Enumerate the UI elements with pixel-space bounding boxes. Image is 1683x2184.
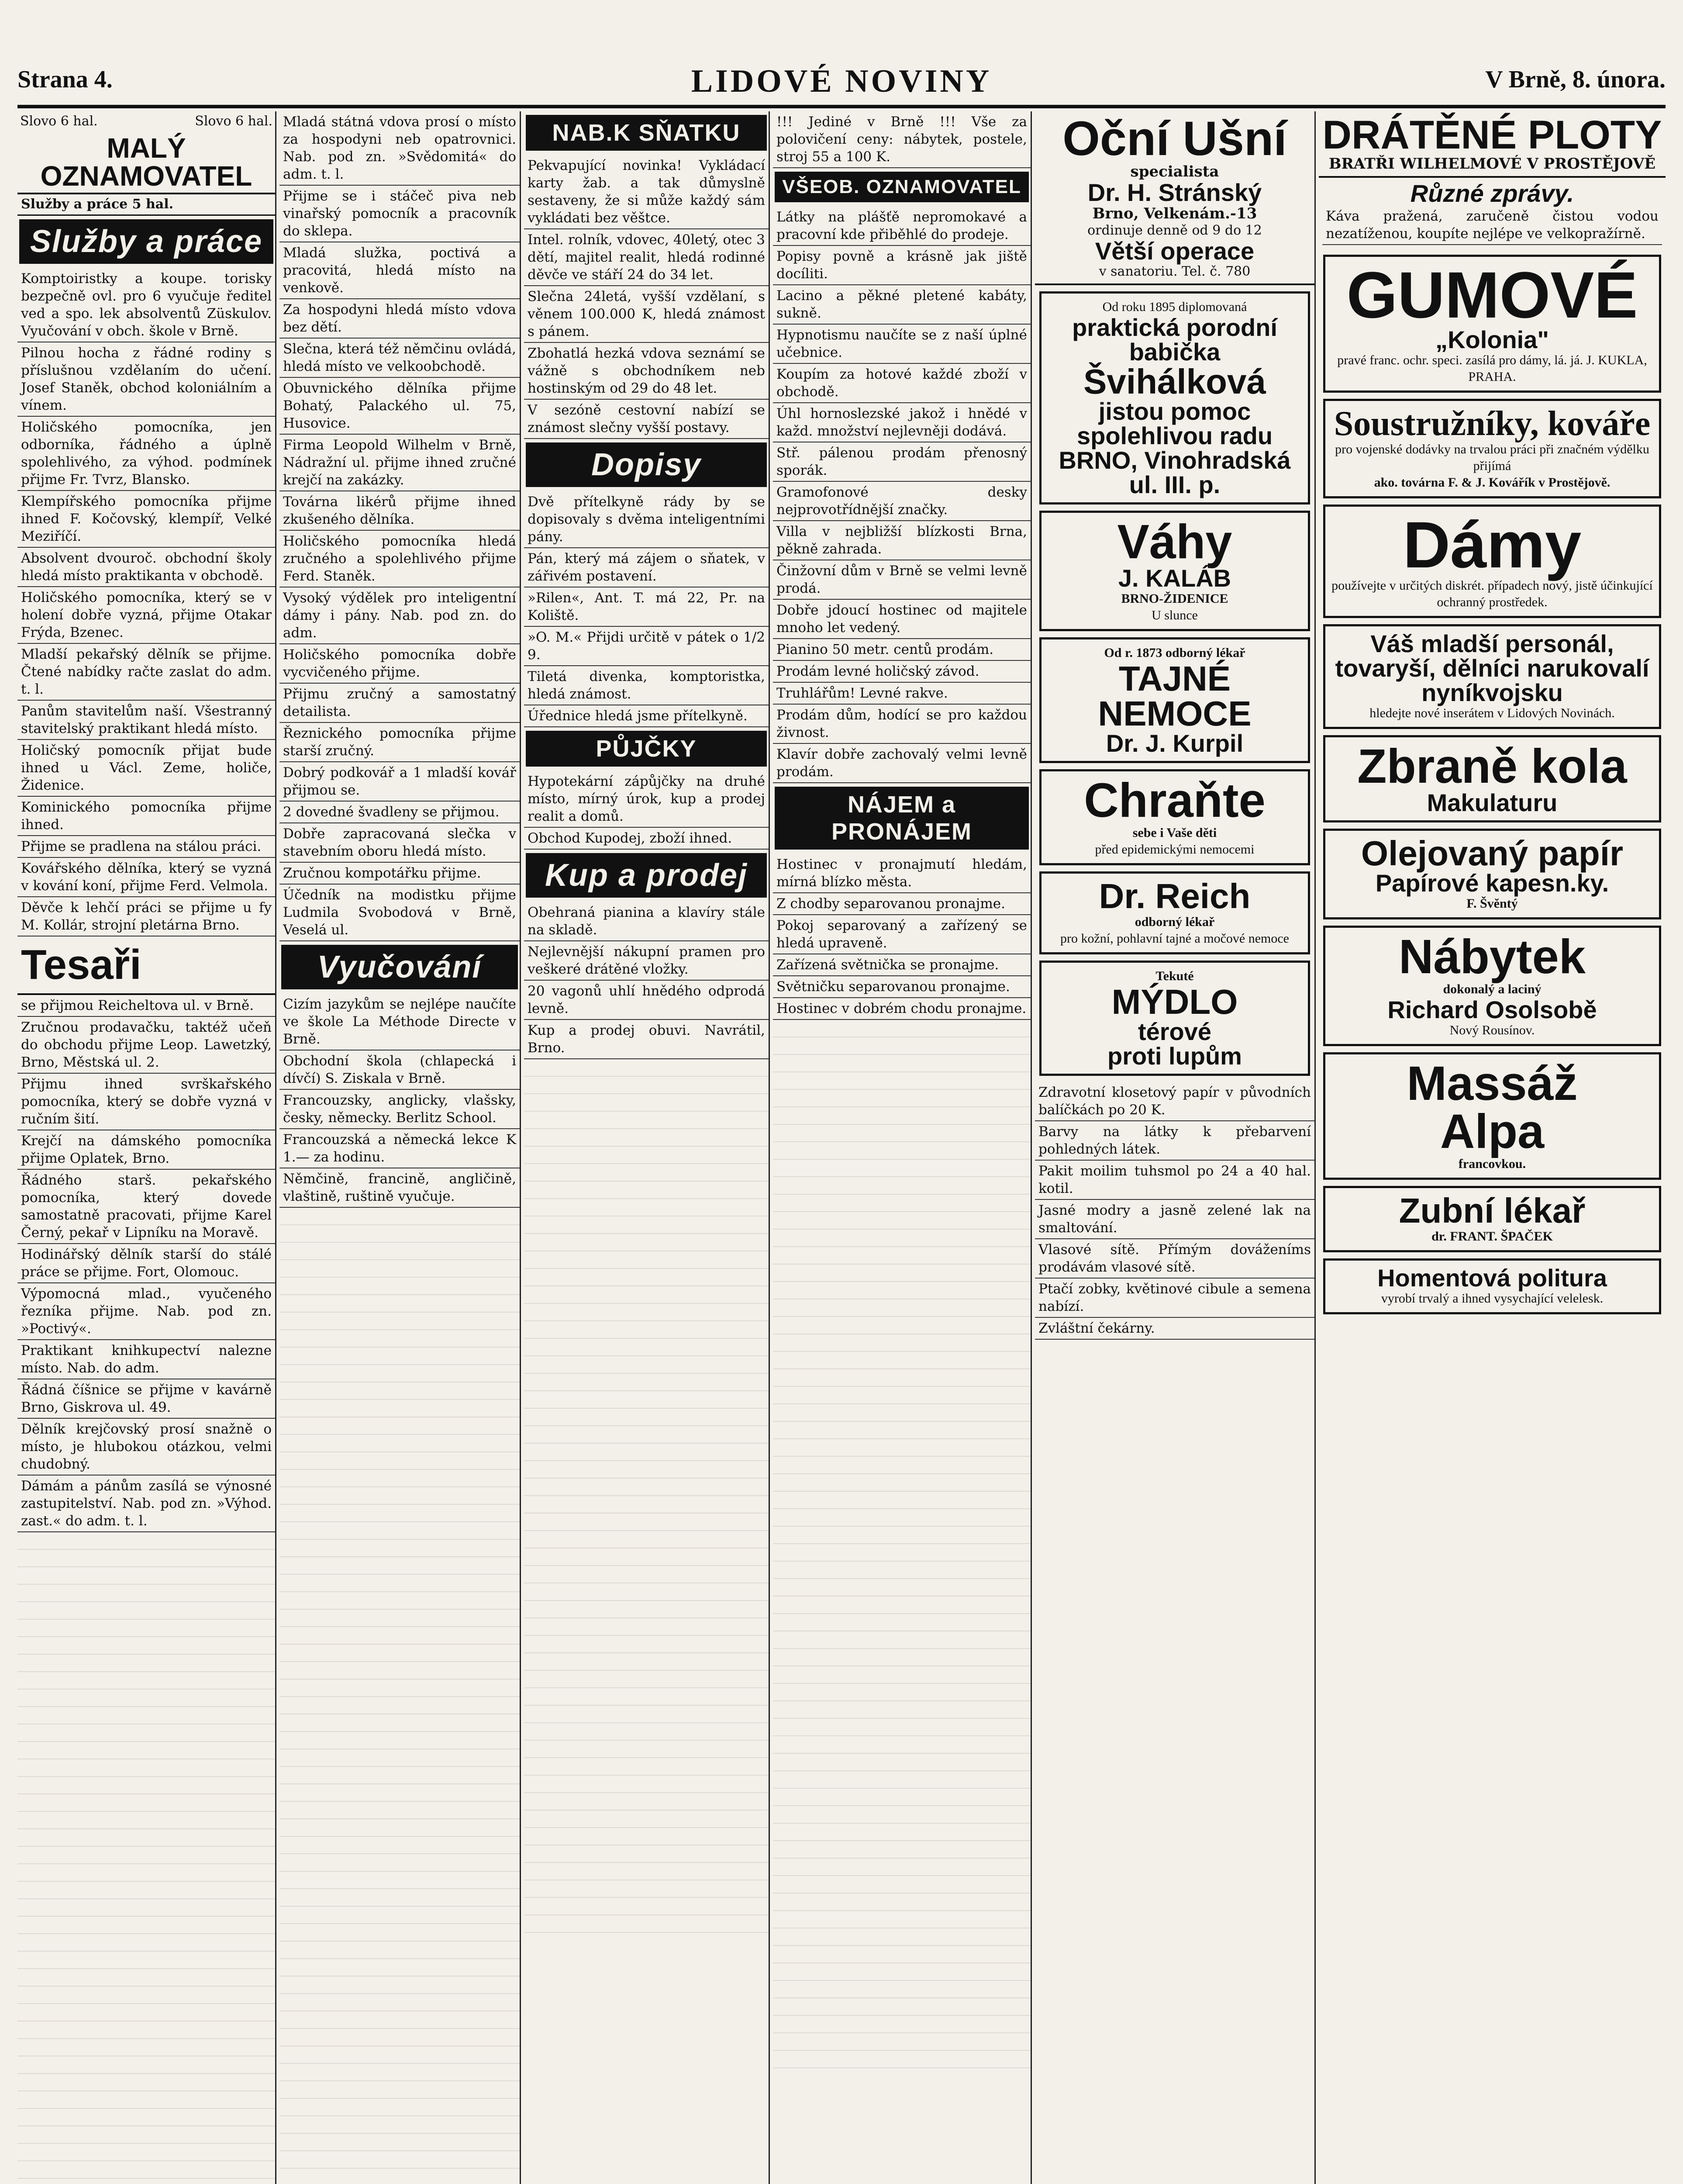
issue-date: V Brně, 8. února. (1485, 66, 1666, 93)
ad: Vysoký výdělek pro inteligentní dámy i pány. Nab. pod zn. do adm. (279, 587, 520, 644)
text-filler (279, 1208, 520, 2169)
ad: Prodám dům, hodící se pro každou živnost. (773, 705, 1031, 744)
ad-sub: odborný lékař (1135, 915, 1215, 929)
ad: Úhl hornoslezské jakož i hnědé v každ. množství nejlevněji dodává. (773, 403, 1031, 442)
ad: Jasné modry a jasně zelené lak na smaltování. (1035, 1200, 1314, 1239)
ad-sub: Papírové kapesn.ky. (1375, 869, 1609, 897)
ad-address: Brno, Velkenám.-13 (1092, 205, 1257, 222)
ad-tel: v sanatoriu. Tel. č. 780 (1099, 264, 1251, 279)
ad: Řádného starš. pekařského pomocníka, který dovede samostatně pracovati, přijme Karel Černý, pekař v Lipníku na Moravě. (17, 1170, 275, 1244)
ad: Holičského pomocníka dobře vycvičeného přijme. (279, 644, 520, 684)
column-3 (524, 111, 770, 2184)
text-filler (773, 1020, 1031, 2068)
ad: Mladší pekařský dělník se přijme. Čtené nabídky račte zaslat do adm. t. l. (17, 644, 275, 701)
ad-title: DRÁTĚNÉ PLOTY (1322, 113, 1662, 157)
ad-sub: specialista (1130, 163, 1219, 180)
ad-dratene-ploty (1319, 111, 1666, 178)
ad-since: Od r. 1873 odborný lékař (1104, 646, 1245, 660)
ad: Zařízená světnička se pronajme. (773, 954, 1031, 976)
ad-title: Různé zprávy. (1410, 180, 1574, 207)
ad: Dělník krejčovský prosí snažně o místo, je hlubokou otázkou, velmi chudobný. (17, 1419, 275, 1476)
ad-city: BRNO, Vinohradská ul. III. p. (1059, 446, 1291, 498)
masthead (17, 63, 1666, 108)
ad: Úřednice hledá jsme přítelkyně. (524, 705, 769, 727)
ad-nabytek (1323, 926, 1661, 1046)
section-snatek: NAB.K SŇATKU (526, 115, 767, 151)
page-number: Strana 4. (17, 66, 113, 93)
text-filler (17, 1532, 275, 2184)
ad-text: Káva pražená, zaručeně čistou vodou nezatíženou, koupíte nejlépe ve velkopražírně. (1322, 206, 1662, 245)
ad: Činžovní dům v Brně se velmi levně prodá. (773, 560, 1031, 600)
ad: Holičský pomocník přijat bude ihned u Václ. Zeme, holiče, Židenice. (17, 740, 275, 797)
ad: Němčině, francině, angličině, vlaštině, ruštině vyučuje. (279, 1168, 520, 1208)
ad: Přijmu zručný a samostatný detailista. (279, 684, 520, 723)
ad-name: dr. FRANT. ŠPAČEK (1431, 1229, 1553, 1244)
ad-text: používejte v určitých diskrét. případech nový, jistě účinkující ochranný prostředek. (1331, 578, 1653, 609)
ad-text: pro vojenské dodávky na trvalou práci při značném výdělku přijímá (1335, 442, 1649, 473)
ad: Hostinec v pronajmutí hledám, mírná blízko města. (773, 854, 1031, 893)
ad: Absolvent dvouroč. obchodní školy hledá místo praktikanta v obchodě. (17, 548, 275, 587)
ad: Hypotekární zápůjčky na druhé místo, mírný úrok, kup a prodej realit a domů. (524, 771, 769, 828)
ad-ocni-usni (1035, 111, 1314, 285)
ad: Popisy povně a krásně jak jiště docíliti. (773, 246, 1031, 285)
text-filler (524, 1059, 769, 1933)
ad: Přijme se i stáčeč piva neb vinařský pomocník a pracovník do sklepa. (279, 186, 520, 242)
ad-title: Váhy (1117, 515, 1232, 569)
ad-ruzne-zpravy (1319, 178, 1666, 249)
ad: Komptoiristky a koupe. torisky bezpečně ovl. pro 6 vyučuje ředitel ved a spo. lek absolventů Züskulov. Vyučování v obch. škole v Brně. (17, 268, 275, 342)
ad-sub: dokonalý a laciný (1443, 982, 1542, 996)
ad: Villa v nejbližší blízkosti Brna, pěkně zahrada. (773, 521, 1031, 560)
ad-text: pravé franc. ochr. speci. zasílá pro dámy, lá. já. J. KUKLA, PRAHA. (1337, 353, 1647, 384)
ad-title: TAJNÉ NEMOCE (1098, 659, 1252, 733)
section-sluzby: Služby a práce (19, 219, 273, 264)
ad: »Rilen«, Ant. T. má 22, Pr. na Koliště. (524, 587, 769, 627)
ad-title: Zubní lékař (1399, 1191, 1586, 1230)
ad: se přijmou Reicheltova ul. v Brně. (17, 995, 275, 1017)
ad-name: Švihálková (1083, 362, 1266, 401)
ad: Holičského pomocníka, jen odborníka, řádného a úplně spolehlivého, za výhod. podmínek přijme Fr. Tvrz, Blansko. (17, 417, 275, 491)
ad: Přijme se pradlena na stálou práci. (17, 836, 275, 858)
ad: Účedník na modistku přijme Ludmila Svobodová v Brně, Veselá ul. (279, 885, 520, 941)
ad: Výpomocná mlad., vyučeného řezníka přijme. Nab. pod zn. »Poctivý«. (17, 1283, 275, 1340)
ad: Holičského pomocníka hledá zručného a spolehlivého přijme Ferd. Staněk. (279, 531, 520, 587)
ad-city: BRNO-ŽIDENICE (1121, 591, 1228, 606)
ad: Světničku separovanou pronajme. (773, 976, 1031, 998)
ad: Pilnou hocha z řádné rodiny s příslušnou vzdělaním do učení. Josef Staněk, obchod koloniálním a vínem. (17, 342, 275, 417)
ad: Obuvnického dělníka přijme Bohatý, Palackého ul. 75, Husovice. (279, 378, 520, 435)
newspaper-title: LIDOVÉ NOVINY (691, 63, 992, 99)
ad-sub: francovkou. (1458, 1157, 1526, 1171)
ad: Řeznického pomocníka přijme starší zručný. (279, 723, 520, 762)
ad: V sezóně cestovní nabízí se známost slečny vyšší postavy. (524, 400, 769, 439)
section-kup-prodej: Kup a prodej (526, 853, 767, 898)
classified-heading: MALÝ OZNAMOVATEL (17, 131, 275, 194)
ad-sub: „Kolonia" (1435, 326, 1549, 353)
ad-title: Nábytek (1399, 930, 1586, 984)
ad: Pán, který má zájem o sňatek, v zářivém postavení. (524, 548, 769, 587)
ad-vahy (1039, 511, 1310, 631)
ad: Francouzsky, anglicky, vlašsky, česky, německy. Berlitz School. (279, 1090, 520, 1129)
ad-name: F. Švěntý (1466, 896, 1518, 911)
columns (17, 111, 1666, 2184)
ad: Zdravotní klosetový papír v původních balíčkách po 20 K. (1035, 1082, 1314, 1121)
price-left: Slovo 6 hal. (20, 114, 98, 129)
ad: Přijmu ihned svrškařského pomocníka, který se dobře vyzná v ručním šití. (17, 1074, 275, 1130)
ad-title: Chraňte (1084, 774, 1266, 827)
ad: Slečna, která též němčinu ovládá, hledá místo ve velkoobchodě. (279, 339, 520, 378)
ad: Hypnotismu naučíte se z naší úplné učebnice. (773, 325, 1031, 364)
ad-sub: BRATŘI WILHELMOVÉ V PROSTĚJOVĚ (1328, 155, 1656, 173)
ad: Dobře zapracovaná slečka v stavebním oboru hledá místo. (279, 823, 520, 863)
ad: Francouzská a německá lekce K 1.— za hodinu. (279, 1129, 520, 1168)
ad: Slečna 24letá, vyšší vzdělaní, s věnem 100.000 K, hledá známost s pánem. (524, 286, 769, 343)
ad: Dvě přítelkyně rády by se dopisovaly s dvěma inteligentními pány. (524, 491, 769, 548)
section-najem: NÁJEM a PRONÁJEM (775, 787, 1029, 850)
ad: Hostinec v dobrém chodu pronajme. (773, 998, 1031, 1020)
column-2 (279, 111, 521, 2184)
ad-title: Massáž (1407, 1057, 1578, 1110)
ad-tekute-mydlo (1039, 961, 1310, 1076)
ad: Kup a prodej obuvi. Navrátil, Brno. (524, 1020, 769, 1059)
ad: Panům stavitelům naší. Všestranný stavitelský praktikant hledá místo. (17, 701, 275, 740)
ad: Továrna likérů přijme ihned zkušeného dělníka. (279, 491, 520, 531)
ad: »O. M.« Přijdi určitě v pátek o 1/2 9. (524, 627, 769, 666)
ad: Gramofonové desky nejprovotřídnější značky. (773, 482, 1031, 521)
ad-title: GUMOVÉ (1346, 258, 1638, 332)
ad-text: hledejte nové inserátem v Lidových Novinách. (1369, 706, 1615, 720)
ad-note: Větší operace (1095, 237, 1255, 265)
ad: Pianino 50 metr. centů prodám. (773, 639, 1031, 661)
section-oznamovatel: VŠEOB. OZNAMOVATEL (775, 172, 1029, 202)
ad-title: Olejovaný papír (1361, 834, 1624, 873)
ad-babicka (1039, 291, 1310, 505)
ad-city: Nový Rousínov. (1449, 1023, 1535, 1037)
column-4 (773, 111, 1032, 2184)
section-pujcky: PŮJČKY (526, 731, 767, 767)
section-dopisy: Dopisy (526, 442, 767, 487)
ad-chrante (1039, 769, 1310, 865)
ad: Zručnou kompotářku přijme. (279, 863, 520, 885)
column-5 (1035, 111, 1316, 2184)
ad-title: Oční Ušní (1062, 112, 1287, 166)
ad-politura (1323, 1258, 1661, 1314)
ad-personal (1323, 624, 1661, 729)
ad-label: praktická porodní babička (1072, 314, 1277, 366)
ad-tag: proti lupům (1107, 1042, 1242, 1070)
ad-title: Soustružníky, kováře (1334, 404, 1651, 443)
ad: !!! Jediné v Brně !!! Vše za polovičení ceny: nábytek, postele, stroj 55 a 100 K. (773, 111, 1031, 168)
ad-title: Homentová politura (1377, 1264, 1607, 1292)
ad: Obehraná pianina a klavíry stále na skladě. (524, 902, 769, 941)
ad-title: Dámy (1403, 508, 1582, 581)
ad-title: Zbraně kola (1357, 740, 1627, 793)
ad: Barvy na látky k přebarvení pohledných látek. (1035, 1121, 1314, 1161)
ad-sub: sebe i Vaše děti (1132, 826, 1217, 840)
ad-zubni-lekar (1323, 1186, 1661, 1252)
ad: Kominického pomocníka přijme ihned. (17, 797, 275, 836)
ad-sub: térové (1138, 1018, 1212, 1045)
ad: Hodinářský dělník starší do stálé práce se přijme. Fort, Olomouc. (17, 1244, 275, 1283)
ad-tag2: spolehlivou radu (1076, 422, 1273, 449)
ad: Truhlářům! Levné rakve. (773, 683, 1031, 705)
ad-gumove (1323, 255, 1661, 393)
ad-note: pro kožní, pohlavní tajné a močové nemoce (1060, 931, 1289, 946)
ad: Kovářského dělníka, který se vyzná v kování koní, přijme Ferd. Velmola. (17, 858, 275, 897)
ad-title: Váš mladší personál, tovaryší, dělníci narukovalí nyníkvojsku (1335, 630, 1649, 706)
ad-tesari: Tesaři (17, 936, 275, 995)
ad-name: Richard Osolsobě (1387, 996, 1597, 1023)
ad: Holičského pomocníka, který se v holení dobře vyzná, přijme Otakar Frýda, Bzenec. (17, 587, 275, 644)
ad: Obchodní škola (chlapecká i dívčí) S. Ziskala v Brně. (279, 1051, 520, 1090)
ad: Z chodby separovanou pronajme. (773, 893, 1031, 915)
ad-name: Dr. J. Kurpil (1106, 729, 1244, 757)
ad: Dobře jdoucí hostinec od majitele mnoho let vedený. (773, 600, 1031, 639)
ad-name: Dr. H. Stránský (1087, 179, 1262, 206)
ad: Za hospodyni hledá místo vdova bez dětí. (279, 299, 520, 339)
ad: Zbohatlá hezká vdova seznámí se vážně s obchodníkem neb hostinským od 29 do 48 let. (524, 343, 769, 400)
ad-damy (1323, 505, 1661, 618)
ad: Lacino a pěkné pletené kabáty, sukně. (773, 285, 1031, 325)
ad: Dobrý podkovář a 1 mladší kovář přijmou se. (279, 762, 520, 802)
ad-tag: U slunce (1152, 608, 1198, 622)
ad-main: MÝDLO (1111, 982, 1238, 1021)
ad: Nejlevnější nákupní pramen pro veškeré drátěné vložky. (524, 941, 769, 981)
ad-reich (1039, 871, 1310, 954)
classified-note: Služby a práce 5 hal. (17, 194, 275, 216)
ad: Mladá služka, poctivá a pracovitá, hledá místo na venkově. (279, 242, 520, 299)
ad-hours: ordinuje denně od 9 do 12 (1087, 223, 1262, 238)
ad: Klempířského pomocníka přijme ihned F. Kočovský, klempíř, Velké Meziříčí. (17, 491, 275, 548)
ad-note: před epidemickými nemocemi (1095, 842, 1255, 857)
ad: Cizím jazykům se nejlépe naučíte ve škole La Méthode Directe v Brně. (279, 994, 520, 1051)
ad: 20 vagonů uhlí hnědého odprodá levně. (524, 981, 769, 1020)
price-right: Slovo 6 hal. (195, 114, 272, 129)
ad-alpa: Alpa (1440, 1105, 1545, 1158)
ad: 2 dovedné švadleny se přijmou. (279, 802, 520, 823)
ad: Pokoj separovaný a zařízený se hledá upraveně. (773, 915, 1031, 954)
ad: Intel. rolník, vdovec, 40letý, otec 3 dětí, majitel realit, hledá rodinné děvče ve stáří 24 do 34 let. (524, 229, 769, 286)
ad: Mladá státná vdova prosí o místo za hospodyni neb opatrovnici. Nab. pod zn. »Svědomitá« do adm. t. l. (279, 111, 520, 186)
ad: Řádná číšnice se přijme v kavárně Brno, Giskrova ul. 49. (17, 1379, 275, 1419)
ad: Ptačí zobky, květinové cibule a semena nabízí. (1035, 1279, 1314, 1318)
ad-since: Od roku 1895 diplomovaná (1102, 300, 1247, 314)
ad-firm: ako. továrna F. & J. Kovářík v Prostějově. (1374, 475, 1611, 490)
ad-soustruzniky (1323, 399, 1661, 498)
ad: Klavír dobře zachovalý velmi levně prodám. (773, 744, 1031, 783)
ad: Vlasové sítě. Přímým dováženíms prodávám vlasové sítě. (1035, 1239, 1314, 1279)
price-row (17, 111, 275, 131)
ad: Dámám a pánům zasílá se výnosné zastupitelství. Nab. pod zn. »Výhod. zast.« do adm. t. l. (17, 1476, 275, 1532)
ad: Děvče k lehčí práci se přijme u fy M. Kollár, strojní pletárna Brno. (17, 897, 275, 936)
ad-text: vyrobí trvalý a ihned vysychající velelesk. (1381, 1291, 1604, 1306)
ad-label: Tekuté (1155, 969, 1194, 983)
ad: Prodám levné holičský závod. (773, 661, 1031, 683)
column-1 (17, 111, 276, 2184)
ad-makulatura: Makulaturu (1427, 789, 1558, 816)
ad: Praktikant knihkupectví nalezne místo. Nab. do adm. (17, 1340, 275, 1379)
ad: Firma Leopold Wilhelm v Brně, Nádražní ul. přijme ihned zručné krejčí na zakázky. (279, 435, 520, 491)
ad: Obchod Kupodej, zboží ihned. (524, 828, 769, 850)
ad: Pekvapující novinka! Vykládací karty žab. a tak důmyslně sestaveny, že si může každý sám vykládati bez věštce. (524, 155, 769, 229)
ad: Zručnou prodavačku, taktéž učeň do obchodu přijme Leop. Lawetzký, Brno, Městská ul. 2. (17, 1017, 275, 1074)
column-6 (1319, 111, 1666, 2184)
ad: Stř. pálenou prodám přenosný sporák. (773, 442, 1031, 482)
ad-title: Dr. Reich (1099, 877, 1251, 916)
ad-tag: jistou pomoc (1098, 397, 1251, 425)
ad: Tiletá divenka, komptoristka, hledá známost. (524, 666, 769, 705)
ad: Pakit moilim tuhsmol po 24 a 40 hal. kotil. (1035, 1161, 1314, 1200)
ad: Koupím za hotové každé zboží v obchodě. (773, 364, 1031, 403)
section-vyucovani: Vyučování (281, 945, 518, 989)
ad-name: J. KALÁB (1118, 564, 1231, 592)
ad-papir (1323, 829, 1661, 919)
ad-zbrane-kola (1323, 735, 1661, 822)
ad-massaz (1323, 1052, 1661, 1180)
ad: Zvláštní čekárny. (1035, 1318, 1314, 1340)
ad: Látky na plášťě nepromokavé a pracovní kde přiběhlé do prodeje. (773, 207, 1031, 246)
ad-tajne-nemoce (1039, 637, 1310, 763)
ad: Krejčí na dámského pomocníka přijme Oplatek, Brno. (17, 1130, 275, 1170)
